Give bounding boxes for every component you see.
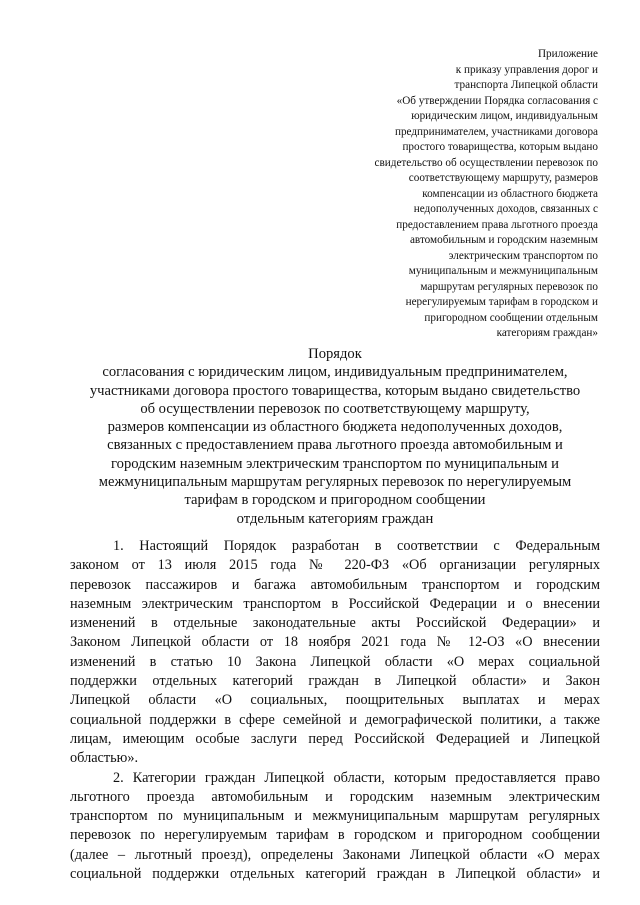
- appendix-line: свидетельство об осуществлении перевозок по: [374, 156, 598, 169]
- paragraph-1-line: законом от 13 июля 2015 года № 220-ФЗ «Об организации регулярных: [70, 557, 600, 574]
- paragraph-2-line: социальной поддержки отдельных категорий граждан в Липецкой области» и: [70, 866, 600, 883]
- paragraph-1-line: областью».: [70, 750, 139, 767]
- title-line: участниками договора простого товарищества, которым выдано свидетельство: [89, 382, 581, 399]
- appendix-line: маршрутам регулярных перевозок по: [420, 280, 598, 293]
- paragraph-1-line: изменений в статью 10 Закона Липецкой области «О мерах социальной: [70, 653, 600, 670]
- appendix-line: недополученных доходов, связанных с: [413, 203, 598, 215]
- title-line: согласования с юридическим лицом, индивидуальным предпринимателем,: [102, 364, 568, 381]
- paragraph-1-line: 1. Настоящий Порядок разработан в соответствии с Федеральным: [113, 538, 600, 554]
- paragraph-1-line: поддержки отдельных категорий граждан в Липецкой области» и Закон: [70, 673, 600, 690]
- title-line: размеров компенсации из областного бюджета недополученных доходов,: [107, 419, 563, 436]
- title-line: Порядок: [308, 346, 362, 362]
- paragraph-2-line: льготного проезда автомобильным и городским наземным электрическим: [70, 788, 600, 805]
- paragraph-2-line: 2. Категории граждан Липецкой области, которым предоставляется право: [113, 769, 600, 786]
- appendix-header: [298, 47, 598, 342]
- paragraph-1-line: лицам, имеющим особые заслуги перед Российской Федерацией и Липецкой: [70, 730, 600, 747]
- paragraph-2-line: транспортом по муниципальным и межмуниципальным маршрутам регулярных: [70, 808, 600, 825]
- appendix-line: категориям граждан»: [496, 327, 598, 339]
- paragraph-1-line: перевозок пассажиров и багажа автомобильным транспортом и городским: [70, 576, 600, 593]
- appendix-line: предоставлением права льготного проезда: [396, 218, 598, 231]
- appendix-line: к приказу управления дорог и: [455, 63, 598, 76]
- paragraph-1-line: Липецкой области «О социальных, поощрительных выплатах и мерах: [70, 692, 600, 709]
- title-line: отдельным категориям граждан: [236, 510, 434, 527]
- title-line: связанных с предоставлением права льготного проезда автомобильным и: [107, 437, 563, 454]
- paragraph-1-line: социальной поддержки в сфере семейной и демографической политики, а также: [70, 711, 600, 728]
- appendix-line: соответствующему маршруту, размеров: [408, 172, 598, 184]
- document-title: [60, 345, 610, 528]
- title-line: тарифам в городском и пригородном сообщении: [184, 492, 486, 509]
- title-line: об осуществлении перевозок по соответствующему маршруту,: [140, 400, 530, 417]
- appendix-line: «Об утверждении Порядка согласования с: [396, 94, 598, 107]
- appendix-line: простого товарищества, которым выдано: [402, 141, 598, 153]
- paragraph-2-line: (далее – льготный проезд), определены Законами Липецкой области «О мерах: [70, 846, 600, 863]
- paragraph-1-line: наземным электрическим транспортом в Российской Федерации и о внесении: [70, 595, 600, 612]
- appendix-line: нерегулируемым тарифам в городском и: [405, 296, 598, 308]
- appendix-line: Приложение: [537, 48, 598, 60]
- title-line: межмуниципальным маршрутам регулярных перевозок по нерегулируемым: [98, 474, 572, 491]
- appendix-line: транспорта Липецкой области: [454, 79, 598, 91]
- document-body: [70, 537, 600, 884]
- appendix-line: автомобильным и городским наземным: [409, 234, 598, 246]
- paragraph-1-line: изменений в отдельные законодательные акты Российской Федерации» и: [70, 615, 600, 632]
- appendix-line: муниципальным и межмуниципальным: [408, 265, 598, 277]
- appendix-line: компенсации из областного бюджета: [422, 187, 598, 200]
- appendix-line: предпринимателем, участниками договора: [394, 125, 598, 138]
- appendix-line: юридическим лицом, индивидуальным: [411, 110, 598, 122]
- paragraph-2-line: перевозок по нерегулируемым тарифам в городском и пригородном сообщении: [70, 827, 600, 844]
- appendix-line: электрическим транспортом по: [448, 249, 598, 262]
- appendix-line: пригородном сообщении отдельным: [424, 311, 598, 324]
- paragraph-1-line: Законом Липецкой области от 18 ноября 2021 года № 12-ОЗ «О внесении: [70, 634, 600, 651]
- title-line: городским наземным электрическим транспортом по муниципальным и: [111, 455, 559, 472]
